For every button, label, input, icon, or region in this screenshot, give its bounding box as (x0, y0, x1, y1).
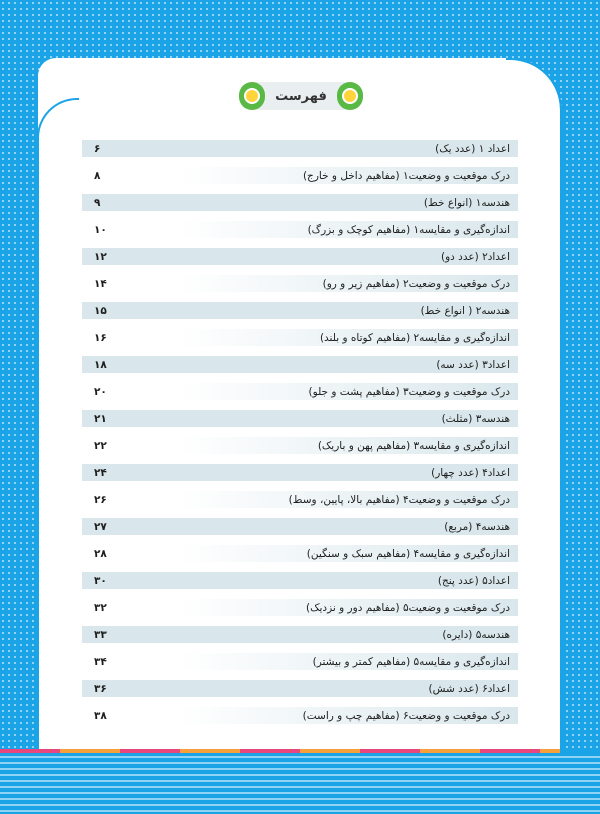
toc-page-number: ۳۲ (94, 601, 107, 614)
toc-entry-title: درک موقعیت و وضعیت۴ (مفاهیم بالا، پایین، وسط) (288, 493, 510, 506)
toc-entry-title: اندازه‌گیری و مقایسه۱ (مفاهیم کوچک و بزرگ) (307, 223, 510, 236)
toc-entry-title: اندازه‌گیری و مقایسه۲ (مفاهیم کوتاه و بلند) (319, 331, 510, 344)
toc-entry-title: درک موقعیت و وضعیت۶ (مفاهیم چپ و راست) (302, 709, 510, 722)
toc-entry-title: درک موقعیت و وضعیت۵ (مفاهیم دور و نزدیک) (306, 601, 510, 614)
toc-row[interactable] (82, 275, 518, 292)
toc-entry-title: هندسه۲ ( انواع خط) (420, 304, 510, 317)
toc-row[interactable] (82, 572, 518, 589)
toc-page-number: ۱۴ (94, 277, 107, 290)
toc-entry-title: درک موقعیت و وضعیت۲ (مفاهیم زیر و رو) (322, 277, 510, 290)
page-title: فهرست (275, 88, 327, 104)
toc-page-number: ۱۶ (94, 331, 107, 344)
toc-row[interactable] (82, 329, 518, 346)
toc-row[interactable] (82, 707, 518, 724)
toc-row[interactable] (82, 383, 518, 400)
toc-entry-title: اعداد۶ (عدد شش) (428, 682, 510, 695)
toc-row[interactable] (82, 437, 518, 454)
toc-entry-title: اعداد۳ (عدد سه) (436, 358, 510, 371)
toc-page-number: ۳۸ (94, 709, 107, 722)
toc-entry-title: اعداد۴ (عدد چهار) (431, 466, 510, 479)
toc-page-number: ۲۸ (94, 547, 107, 560)
toc-page-number: ۲۷ (94, 520, 107, 533)
toc-page-number: ۳۳ (94, 628, 107, 641)
toc-entry-title: هندسه۳ (مثلث) (441, 412, 510, 425)
toc-row[interactable] (82, 680, 518, 697)
toc-page-number: ۳۰ (94, 574, 107, 587)
toc-entry-title: هندسه۵ (دایره) (442, 628, 510, 641)
toc-page-number: ۳۶ (94, 682, 107, 695)
toc-entry-title: درک موقعیت و وضعیت۳ (مفاهیم پشت و جلو) (308, 385, 510, 398)
page-title-badge (243, 82, 359, 110)
toc-page-number: ۳۴ (94, 655, 107, 668)
toc-entry-title: اعداد ۱ (عدد یک) (435, 142, 510, 155)
toc-row[interactable] (82, 167, 518, 184)
toc-row[interactable] (82, 518, 518, 535)
toc-page-number: ۲۱ (94, 412, 107, 425)
toc-page-number: ۸ (94, 169, 101, 182)
table-of-contents (82, 140, 518, 734)
toc-row[interactable] (82, 194, 518, 211)
toc-entry-title: درک موقعیت و وضعیت۱ (مفاهیم داخل و خارج) (302, 169, 510, 182)
toc-page-number: ۶ (94, 142, 101, 155)
toc-page-number: ۲۰ (94, 385, 107, 398)
toc-page-number: ۲۶ (94, 493, 107, 506)
right-cap-icon (337, 82, 363, 110)
toc-page-number: ۲۴ (94, 466, 107, 479)
toc-entry-title: اندازه‌گیری و مقایسه۵ (مفاهیم کمتر و بیشتر) (312, 655, 510, 668)
toc-row[interactable] (82, 356, 518, 373)
toc-entry-title: هندسه۴ (مربع) (444, 520, 510, 533)
toc-entry-title: اعداد۵ (عدد پنج) (437, 574, 510, 587)
toc-page-number: ۱۵ (94, 304, 107, 317)
toc-page-number: ۲۲ (94, 439, 107, 452)
toc-entry-title: اعداد۲ (عدد دو) (440, 250, 510, 263)
toc-row[interactable] (82, 545, 518, 562)
toc-row[interactable] (82, 653, 518, 670)
toc-entry-title: اندازه‌گیری و مقایسه۴ (مفاهیم سبک و سنگین) (306, 547, 510, 560)
toc-page-number: ۹ (94, 196, 101, 209)
toc-row[interactable] (82, 464, 518, 481)
toc-row[interactable] (82, 626, 518, 643)
toc-page-number: ۱۲ (94, 250, 107, 263)
left-cap-icon (239, 82, 265, 110)
toc-row[interactable] (82, 410, 518, 427)
toc-entry-title: هندسه۱ (انواع خط) (423, 196, 510, 209)
decorative-band (0, 749, 560, 753)
toc-row[interactable] (82, 248, 518, 265)
toc-page-number: ۱۰ (94, 223, 107, 236)
toc-row[interactable] (82, 599, 518, 616)
toc-row[interactable] (82, 491, 518, 508)
toc-row[interactable] (82, 221, 518, 238)
toc-entry-title: اندازه‌گیری و مقایسه۳ (مفاهیم پهن و باریک) (317, 439, 510, 452)
toc-row[interactable] (82, 302, 518, 319)
toc-row[interactable] (82, 140, 518, 157)
background-stripes (0, 752, 600, 814)
toc-page-number: ۱۸ (94, 358, 107, 371)
